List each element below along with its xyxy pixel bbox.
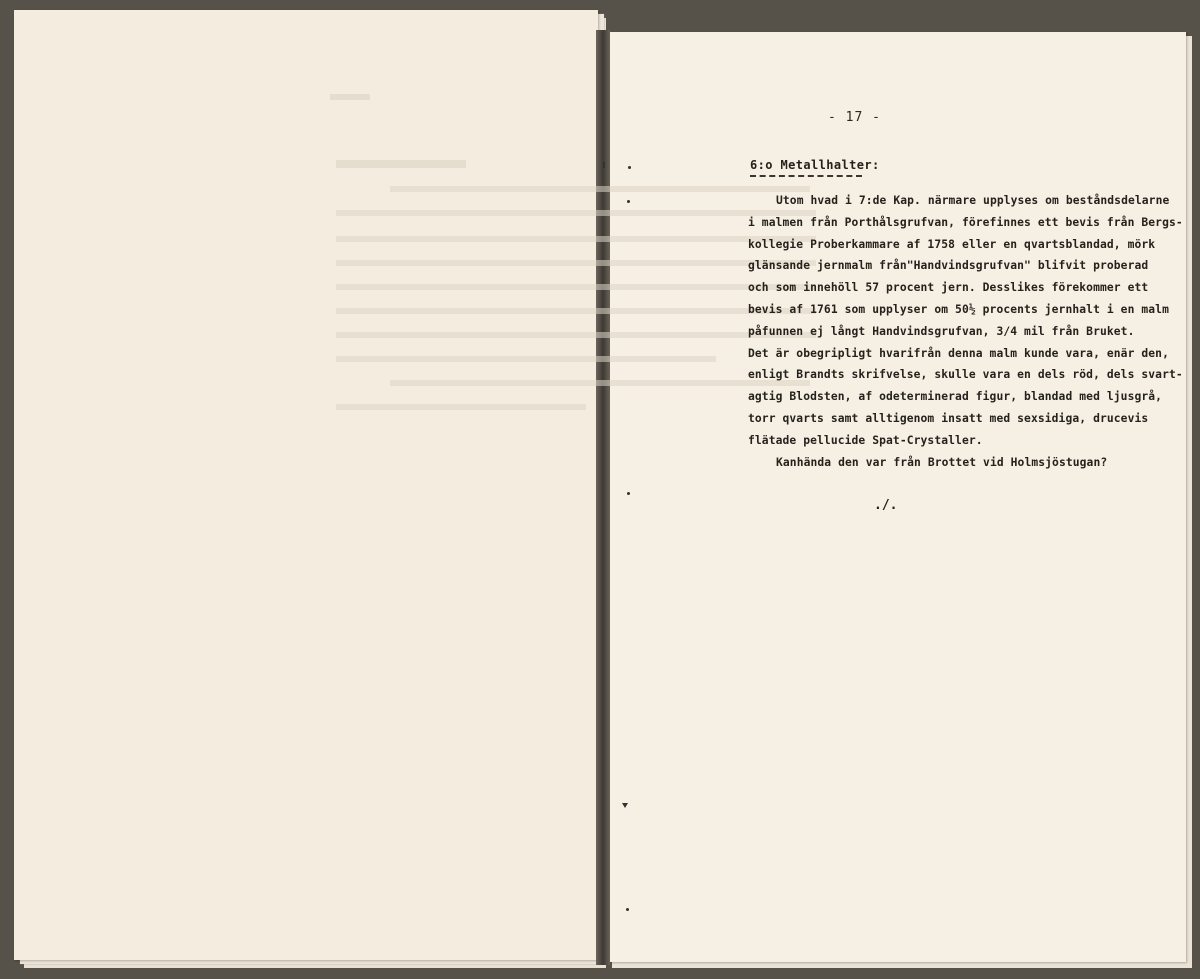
bleed-through-mark [336,356,716,362]
text-line: bevis af 1761 som upplyser om 50½ procents jernhalt i en malm [748,302,1169,316]
ink-mark [627,200,630,203]
text-line: och som innehöll 57 procent jern. Desslikes förekommer ett [748,281,1149,295]
bleed-through-mark [336,210,816,216]
text-line: påfunnen ej långt Handvindsgrufvan, 3/4 mil från Bruket. [748,324,1135,338]
text-line: Kanhända den var från Brottet vid Holmsjöstugan? [776,455,1108,469]
text-line: enligt Brandts skrifvelse, skulle vara en dels röd, dels svart- [748,368,1183,382]
ink-mark [628,166,631,169]
text-line: flätade pellucide Spat-Crystaller. [748,433,983,447]
ink-mark [626,908,629,911]
ink-mark [622,803,628,808]
book-gutter [596,30,610,965]
heading-underline [750,175,862,177]
ink-mark [603,162,605,168]
body-text [748,190,1183,473]
ink-mark [627,492,630,495]
text-line: torr qvarts samt alltigenom insatt med sexsidiga, drucevis [748,411,1149,425]
text-line: agtig Blodsten, af odeterminerad figur, blandad med ljusgrå, [748,390,1163,404]
right-page [610,32,1186,962]
bleed-through-mark [336,332,816,338]
bleed-through-mark [390,380,810,386]
bleed-through-mark [390,186,810,192]
bleed-through-mark [336,160,466,168]
bleed-through-mark [336,308,816,314]
bleed-through-mark [336,260,816,266]
section-heading: 6:o Metallhalter: [750,158,880,172]
text-line: Det är obegripligt hvarifrån denna malm kunde vara, enär den, [748,346,1169,360]
end-mark: ./. [874,498,898,513]
page-number: - 17 - [828,110,881,125]
bleed-through-mark [336,404,586,410]
text-line: Utom hvad i 7:de Kap. närmare upplyses om beståndsdelarne [776,194,1170,207]
bleed-through-mark [330,94,370,100]
text-line: glänsande jernmalm från"Handvindsgrufvan" blifvit proberad [748,259,1149,273]
bleed-through-mark [336,236,816,242]
text-line: kollegie Proberkammare af 1758 eller en qvartsblandad, mörk [748,237,1156,251]
left-page [14,10,598,960]
bleed-through-mark [336,284,816,290]
text-line: i malmen från Porthålsgrufvan, förefinnes ett bevis från Bergs- [748,215,1183,229]
